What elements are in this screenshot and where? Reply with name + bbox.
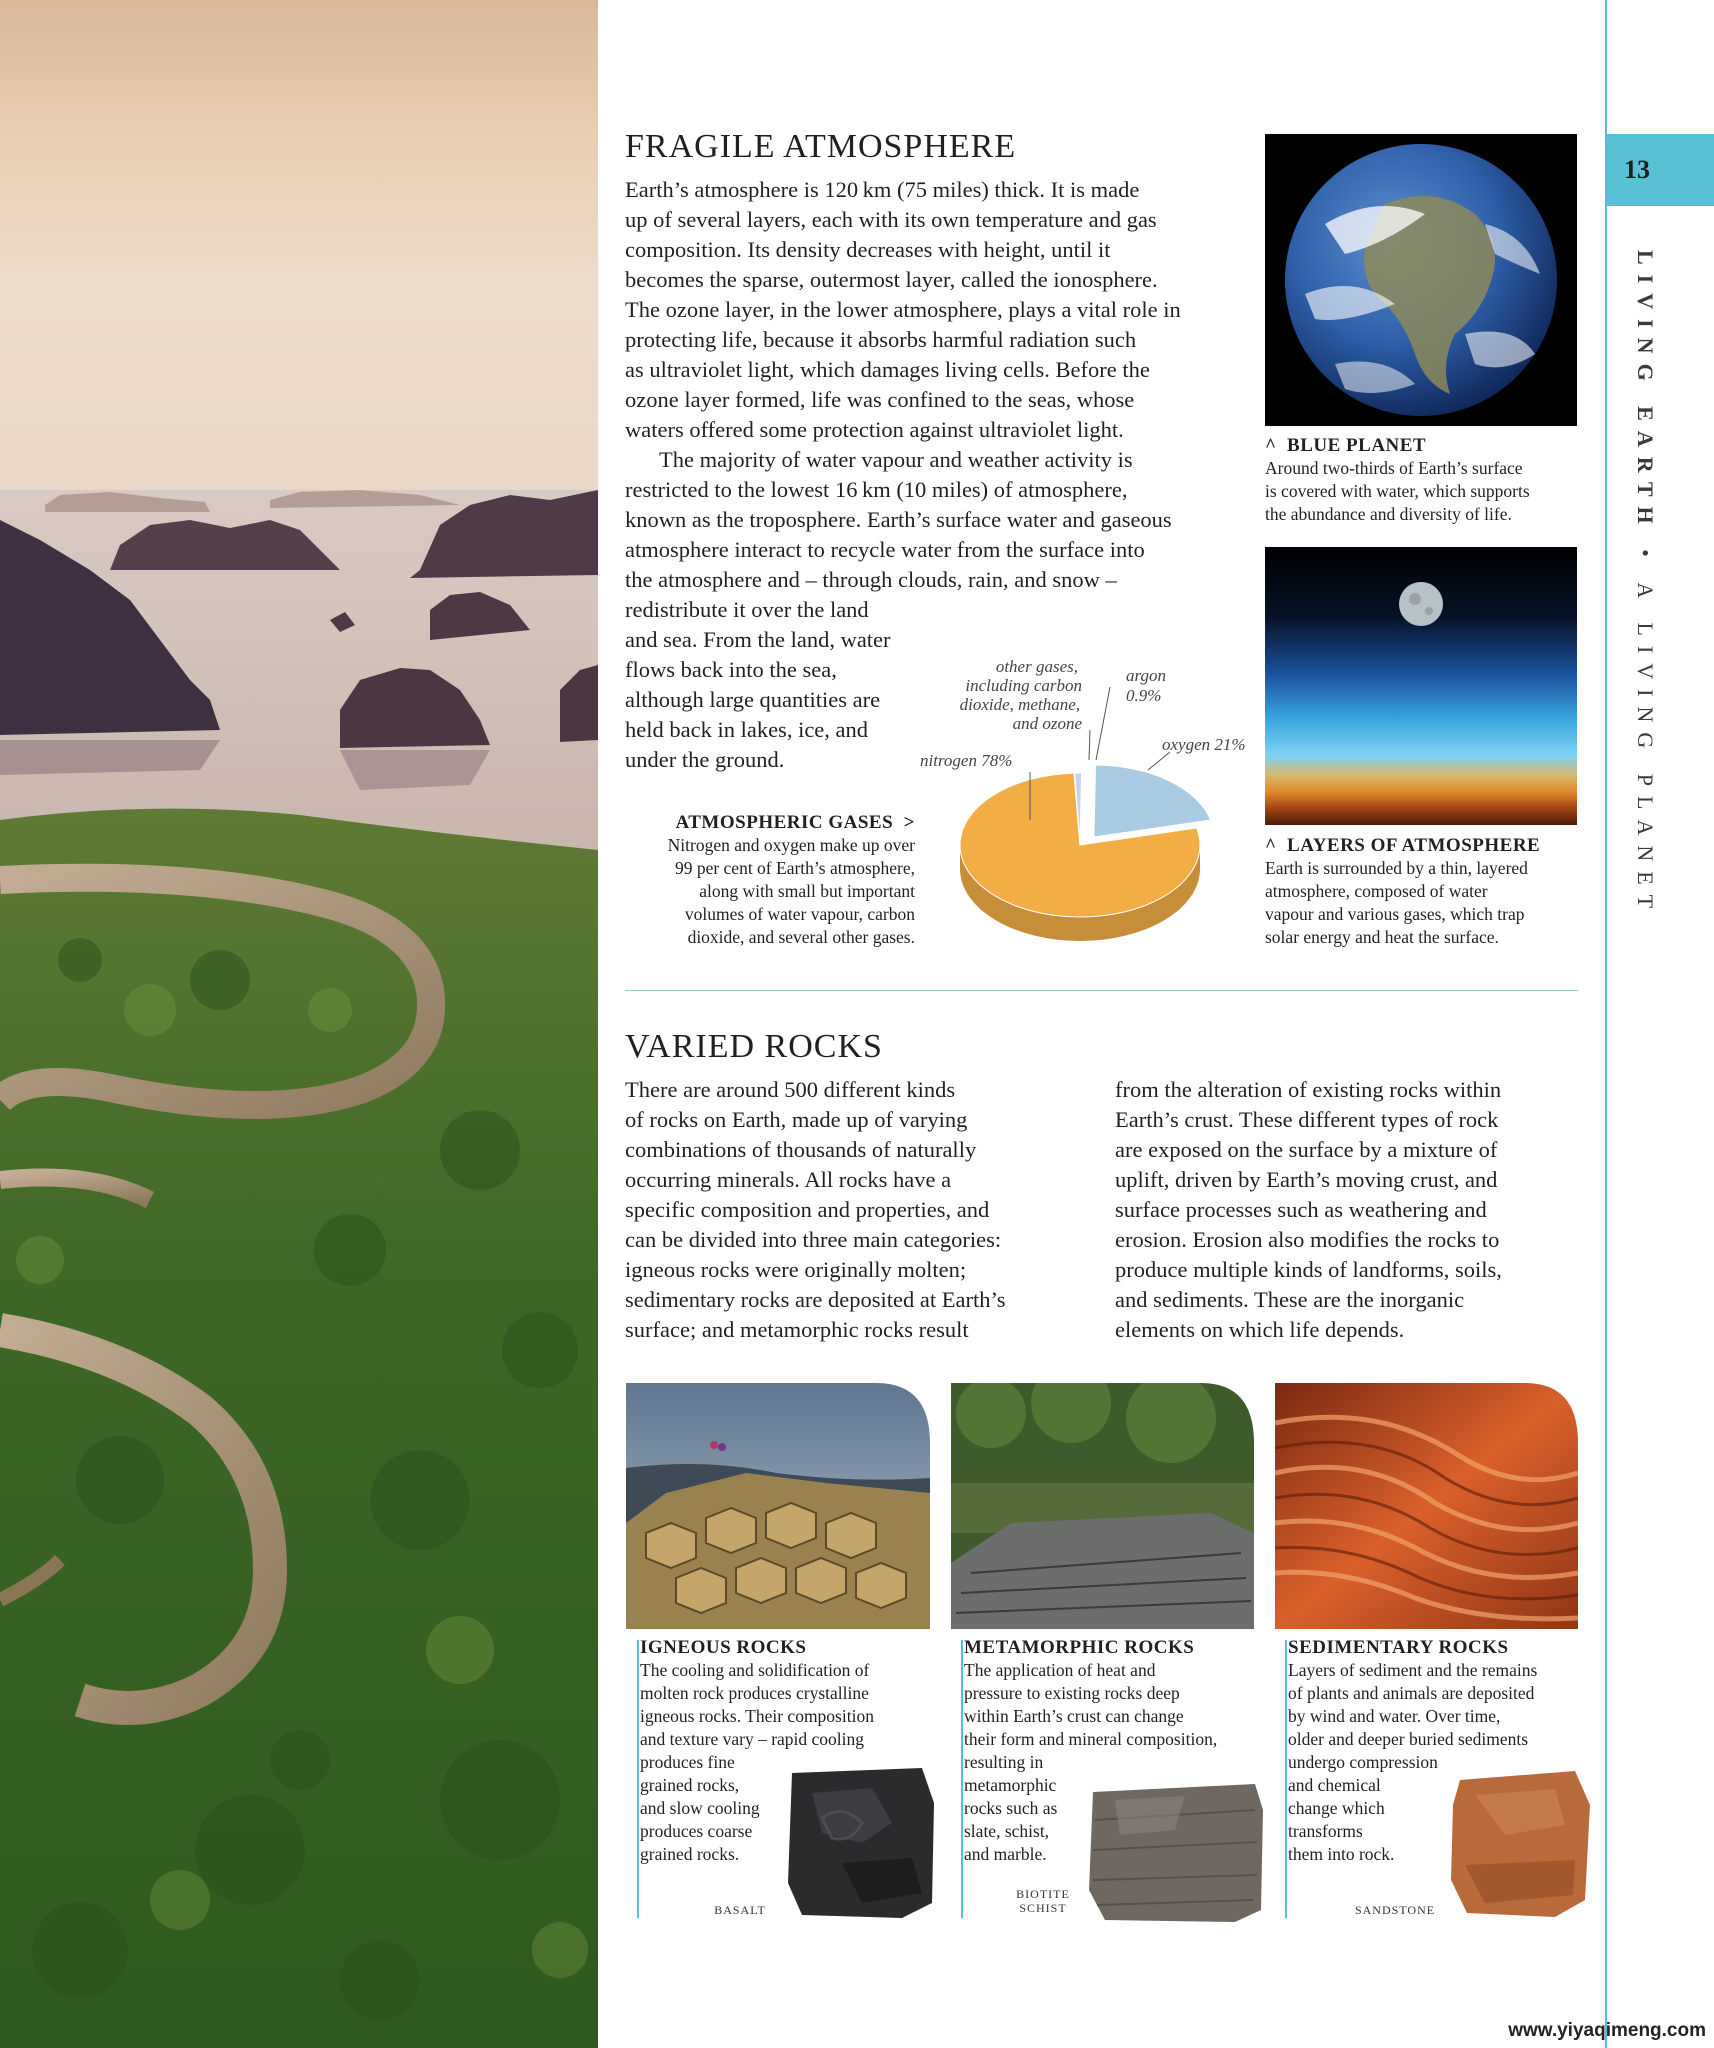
running-head-section: A LIVING PLANET xyxy=(1633,582,1658,919)
nitrogen-label: nitrogen 78% xyxy=(920,751,1013,770)
caption-line: molten rock produces crystalline xyxy=(640,1683,869,1703)
caption-line: vapour and various gases, which trap xyxy=(1265,904,1525,924)
caption-line: their form and mineral composition, xyxy=(964,1729,1218,1749)
biotite-schist-label xyxy=(1003,1887,1083,1915)
gases-caption xyxy=(625,812,915,949)
body-line: combinations of thousands of naturally xyxy=(625,1137,977,1162)
arrow-right-icon: > xyxy=(903,812,915,833)
body-line: up of several layers, each with its own temperature and gas xyxy=(625,207,1157,232)
basalt-columns-photo xyxy=(626,1383,930,1629)
body-line: elements on which life depends. xyxy=(1115,1317,1405,1342)
metamorphic-title: METAMORPHIC ROCKS xyxy=(964,1637,1195,1658)
page-edge-rule xyxy=(1605,0,1607,2048)
caption-line: of plants and animals are deposited xyxy=(1288,1683,1535,1703)
caption-line: produces fine xyxy=(640,1752,735,1772)
body-line: Earth’s crust. These different types of rock xyxy=(1115,1107,1499,1132)
section-divider xyxy=(625,990,1578,991)
other-gases-label: including carbon xyxy=(965,676,1082,695)
basalt-specimen xyxy=(782,1763,940,1921)
body-line: occurring minerals. All rocks have a xyxy=(625,1167,952,1192)
other-gases-label: and ozone xyxy=(1012,714,1082,733)
rocks-body-column-1 xyxy=(625,1075,1085,1345)
running-head-chapter: LIVING EARTH xyxy=(1633,250,1658,534)
arrow-up-icon: ^ xyxy=(1265,435,1277,456)
caption-line: and texture vary – rapid cooling xyxy=(640,1729,865,1749)
atmosphere-heading: FRAGILE ATMOSPHERE xyxy=(625,128,1017,165)
other-gases-leader-line xyxy=(1089,730,1090,760)
caption-line: Nitrogen and oxygen make up over xyxy=(667,835,915,855)
gases-caption-title: ATMOSPHERIC GASES > xyxy=(675,812,915,833)
pie-slices xyxy=(960,765,1211,941)
body-line: can be divided into three main categories: xyxy=(625,1227,1002,1252)
caption-line: volumes of water vapour, carbon xyxy=(684,904,915,924)
specimen-label-line: BIOTITE xyxy=(1016,1887,1070,1901)
caption-line: undergo compression xyxy=(1288,1752,1438,1772)
argon-value-label: 0.9% xyxy=(1126,686,1162,705)
arrow-up-icon: ^ xyxy=(1265,835,1277,856)
body-line: sedimentary rocks are deposited at Earth’s xyxy=(625,1287,1006,1312)
body-line: The ozone layer, in the lower atmosphere, plays a vital role in xyxy=(625,297,1181,322)
body-line: flows back into the sea, xyxy=(625,657,837,682)
body-line: becomes the sparse, outermost layer, called the ionosphere. xyxy=(625,267,1158,292)
caption-line: grained rocks. xyxy=(640,1844,740,1864)
caption-line: older and deeper buried sediments xyxy=(1288,1729,1529,1749)
caption-line: rocks such as xyxy=(964,1798,1058,1818)
caption-line: is covered with water, which supports xyxy=(1265,481,1530,501)
watermark: www.yiyaqimeng.com xyxy=(1508,2020,1706,2041)
body-line: waters offered some protection against ultraviolet light. xyxy=(625,417,1124,442)
igneous-title: IGNEOUS ROCKS xyxy=(640,1637,807,1658)
body-line: composition. Its density decreases with height, until it xyxy=(625,237,1111,262)
body-line: held back in lakes, ice, and xyxy=(625,717,869,742)
caption-line: Earth is surrounded by a thin, layered xyxy=(1265,858,1528,878)
caption-line: the abundance and diversity of life. xyxy=(1265,504,1512,524)
body-line: although large quantities are xyxy=(625,687,881,712)
body-line: and sea. From the land, water xyxy=(625,627,891,652)
caption-rule-igneous xyxy=(637,1640,639,1918)
caption-line: along with small but important xyxy=(699,881,915,901)
caption-line: Around two-thirds of Earth’s surface xyxy=(1265,458,1523,478)
other-gases-label: other gases, xyxy=(995,657,1078,676)
body-line: protecting life, because it absorbs harmful radiation such xyxy=(625,327,1137,352)
body-line: redistribute it over the land xyxy=(625,597,869,622)
oxygen-label: oxygen 21% xyxy=(1162,735,1246,754)
caption-line: and chemical xyxy=(1288,1775,1381,1795)
caption-line: and slow cooling xyxy=(640,1798,760,1818)
body-line: from the alteration of existing rocks within xyxy=(1115,1077,1502,1102)
body-line: of rocks on Earth, made up of varying xyxy=(625,1107,968,1132)
caption-rule-metamorphic xyxy=(961,1640,963,1918)
blue-planet-caption-title: ^ BLUE PLANET xyxy=(1265,435,1427,456)
sandstone-label: SANDSTONE xyxy=(1354,1903,1436,1917)
caption-line: within Earth’s crust can change xyxy=(964,1706,1184,1726)
atmospheric-gases-pie-chart xyxy=(900,650,1260,960)
body-line: under the ground. xyxy=(625,747,785,772)
body-line: produce multiple kinds of landforms, soils, xyxy=(1115,1257,1502,1282)
body-line: as ultraviolet light, which damages living cells. Before the xyxy=(625,357,1150,382)
body-line: The majority of water vapour and weather activity is xyxy=(659,447,1133,472)
basalt-label: BASALT xyxy=(714,1903,766,1917)
body-line: restricted to the lowest 16 km (10 miles) of atmosphere, xyxy=(625,477,1128,502)
caption-line: 99 per cent of Earth’s atmosphere, xyxy=(674,858,915,878)
argon-leader-line xyxy=(1096,687,1110,760)
layers-of-atmosphere-photo xyxy=(1265,547,1577,825)
oxygen-slice xyxy=(1094,765,1211,837)
body-line: surface processes such as weathering and xyxy=(1115,1197,1487,1222)
rocks-body-column-2 xyxy=(1115,1075,1585,1345)
body-line: specific composition and properties, and xyxy=(625,1197,990,1222)
body-line: igneous rocks were originally molten; xyxy=(625,1257,967,1282)
biotite-schist-specimen xyxy=(1085,1780,1267,1925)
rocks-heading: VARIED ROCKS xyxy=(625,1028,883,1065)
caption-line: transforms xyxy=(1288,1821,1363,1841)
caption-line: igneous rocks. Their composition xyxy=(640,1706,874,1726)
caption-line: metamorphic xyxy=(964,1775,1057,1795)
body-line: erosion. Erosion also modifies the rocks to xyxy=(1115,1227,1500,1252)
body-line: ozone layer formed, life was confined to the seas, whose xyxy=(625,387,1135,412)
mangrove-river-photo xyxy=(0,0,598,2048)
page-number: 13 xyxy=(1624,155,1650,184)
caption-line: slate, schist, xyxy=(964,1821,1050,1841)
sandstone-formation-photo xyxy=(1275,1383,1578,1629)
body-line: There are around 500 different kinds xyxy=(625,1077,956,1102)
body-line: the atmosphere and – through clouds, rain, and snow – xyxy=(625,567,1117,592)
body-line: surface; and metamorphic rocks result xyxy=(625,1317,969,1342)
specimen-label-line: SCHIST xyxy=(1019,1901,1067,1915)
argon-label: argon xyxy=(1126,666,1166,685)
layers-caption-title: ^ LAYERS OF ATMOSPHERE xyxy=(1265,835,1541,856)
caption-line: dioxide, and several other gases. xyxy=(687,927,915,947)
body-line: are exposed on the surface by a mixture of xyxy=(1115,1137,1498,1162)
caption-line: by wind and water. Over time, xyxy=(1288,1706,1501,1726)
caption-line: change which xyxy=(1288,1798,1385,1818)
body-line: atmosphere interact to recycle water from the surface into xyxy=(625,537,1145,562)
blue-planet-photo xyxy=(1265,134,1577,426)
caption-line: grained rocks, xyxy=(640,1775,740,1795)
body-line: Earth’s atmosphere is 120 km (75 miles) thick. It is made xyxy=(625,177,1140,202)
oxygen-leader-line xyxy=(1148,752,1170,770)
running-head xyxy=(1632,250,1658,918)
caption-line: and marble. xyxy=(964,1844,1047,1864)
caption-line: The application of heat and xyxy=(964,1660,1156,1680)
sandstone-specimen xyxy=(1445,1765,1595,1921)
caption-line: The cooling and solidification of xyxy=(640,1660,870,1680)
caption-line: produces coarse xyxy=(640,1821,753,1841)
blue-planet-caption xyxy=(1265,435,1585,526)
sedimentary-title: SEDIMENTARY ROCKS xyxy=(1288,1637,1509,1658)
metamorphic-rock-photo xyxy=(951,1383,1254,1629)
body-line: uplift, driven by Earth’s moving crust, and xyxy=(1115,1167,1498,1192)
caption-line: pressure to existing rocks deep xyxy=(964,1683,1180,1703)
layers-caption xyxy=(1265,835,1585,949)
body-line: known as the troposphere. Earth’s surface water and gaseous xyxy=(625,507,1172,532)
caption-line: solar energy and heat the surface. xyxy=(1265,927,1499,947)
body-line: and sediments. These are the inorganic xyxy=(1115,1287,1465,1312)
caption-line: resulting in xyxy=(964,1752,1044,1772)
other-gases-label: dioxide, methane, xyxy=(959,695,1080,714)
caption-line: Layers of sediment and the remains xyxy=(1288,1660,1538,1680)
caption-line: them into rock. xyxy=(1288,1844,1395,1864)
caption-rule-sedimentary xyxy=(1285,1640,1287,1918)
running-head-separator: • xyxy=(1633,549,1658,567)
caption-line: atmosphere, composed of water xyxy=(1265,881,1488,901)
